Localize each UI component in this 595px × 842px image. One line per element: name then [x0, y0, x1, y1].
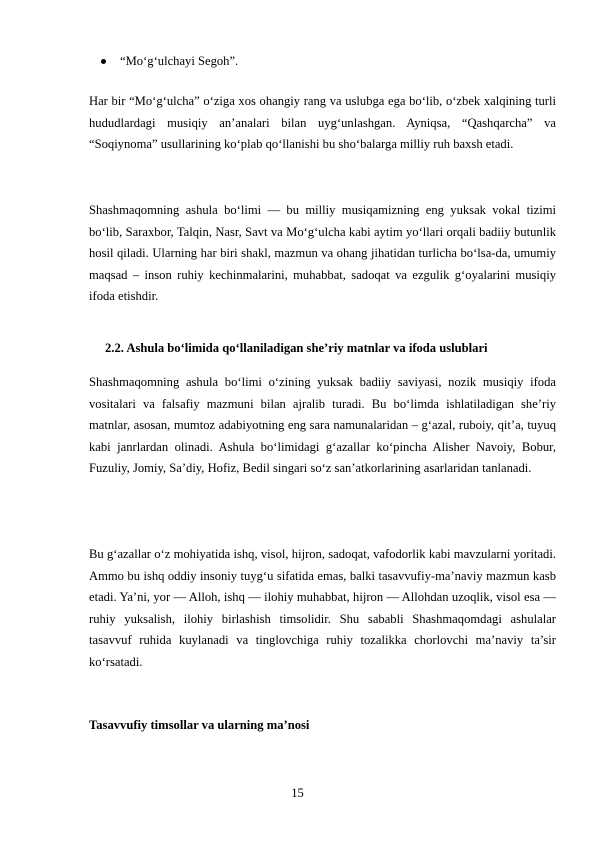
paragraph-ashula-bolimi: Shashmaqomning ashula bo‘limi — bu milliy musiqamizning eng yuksak vokal tizimi bo‘lib, Saraxbor, Talqin, Nasr, Savt va Mo‘g‘ulcha kabi aytim yo‘llari orqali badiiy butunlik hosil qiladi. Ularning har biri shakl, mazmun va ohang jihatidan turlicha bo‘lsa-da, umumiy maqsad – inson ruhiy kechinmalarini, muhabbat, sadoqat va ezgulik g‘oyalarini musiqiy ifoda etishdir.	[89, 203, 556, 304]
section-heading: 2.2. Ashula bo‘limida qo‘llaniladigan she’riy matnlar va ifoda uslublari	[105, 341, 488, 355]
paragraph-sheriy-matnlar: Shashmaqomning ashula bo‘limi o‘zining yuksak badiiy saviyasi, nozik musiqiy ifoda vositalari va falsafiy mazmuni bilan ajralib turadi. Bu bo‘limda ishlatiladigan she’riy matnlar, asosan, mumtoz adabiyotning eng sara namunalaridan – g‘azal, ruboiy, qit’a, tuyuq kabi janrlardan olinadi. Ashula bo‘limidagi g‘azallar ko‘pincha Alisher Navoiy, Bobur, Fuzuliy, Jomiy, Sa’diy, Hofiz, Bedil singari so‘z san’atkorlarining asarlaridan tanlanadi.	[89, 375, 556, 476]
paragraph-gazallar: Bu g‘azallar o‘z mohiyatida ishq, visol, hijron, sadoqat, vafodorlik kabi mavzularni yoritadi. Ammo bu ishq oddiy insoniy tuyg‘u sifatida emas, balki tasavvufiy-ma’naviy mazmun kasb etadi. Ya’ni, yor — Alloh, ishq — ilohiy muhabbat, hijron — Allohdan uzoqlik, visol esa — ruhiy yuksalish, ilohiy birlashish timsolidir. Shu sababli Shashmaqomdagi ashulalar tasavvuf ruhida kuylanadi va tinglovchiga ruhiy tozalikka chorlovchi ma’naviy ta’sir ko‘rsatadi.	[89, 547, 556, 669]
bullet-item	[101, 52, 238, 70]
bullet-item-text: “Mo‘g‘ulchayi Segoh”.	[120, 54, 239, 68]
paragraph-mogulcha: Har bir “Mo‘g‘ulcha” o‘ziga xos ohangiy rang va uslubga ega bo‘lib, o‘zbek xalqining turli hududlardagi musiqiy an’analari bilan uyg‘unlashgan. Ayniqsa, “Qashqarcha” va “Soqiynoma” usullarining ko‘plab qo‘llanishi bu sho‘balarga milliy ruh baxsh etadi.	[89, 94, 556, 152]
page-number: 15	[291, 786, 304, 800]
bullet-dot-icon	[101, 59, 106, 64]
subheading: Tasavvufiy timsollar va ularning ma’nosi	[89, 718, 310, 732]
